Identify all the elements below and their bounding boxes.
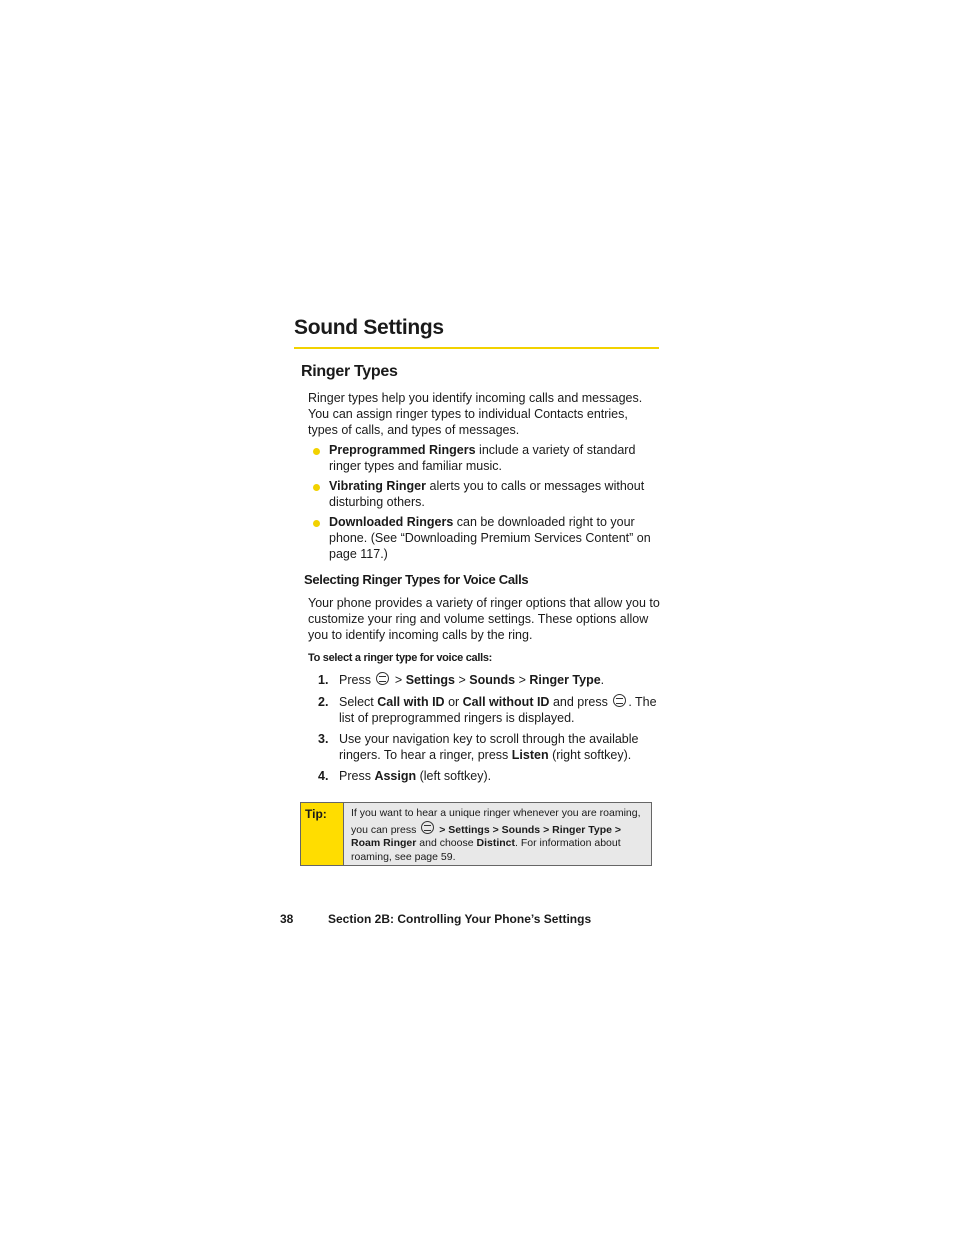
tip-text: If you want to hear a unique ringer whenever you are roaming, you can press > Settings > Sounds > Ringer Type > Roam Ringer and choose Distinct. For information about roaming, see page 59. [351, 807, 641, 863]
bullet-icon [313, 448, 320, 455]
page-number: 38 [280, 912, 294, 926]
step-text: Press > Settings > Sounds > Ringer Type. [339, 673, 605, 687]
footer-section: Section 2B: Controlling Your Phone’s Settings [328, 912, 592, 926]
menu-ok-icon [613, 694, 626, 707]
bullet-text: alerts you to calls or messages without disturbing others. [329, 479, 645, 509]
menu-ok-icon [376, 672, 389, 685]
tip-box [300, 802, 652, 866]
bullet-text: can be downloaded right to your phone. (See “Downloading Premium Services Content” on page 117.) [329, 515, 651, 561]
step-number: 4. [318, 769, 329, 783]
bullet-item [329, 442, 661, 474]
bullet-term: Preprogrammed Ringers [329, 443, 476, 457]
intro-paragraph: Ringer types help you identify incoming calls and messages. You can assign ringer types to individual Contacts entries, types of calls, and types of messages. [308, 391, 643, 437]
bullet-icon [313, 520, 320, 527]
bullet-term: Downloaded Ringers [329, 515, 454, 529]
step-text: Use your navigation key to scroll through the available ringers. To hear a ringer, press Listen (right softkey). [339, 732, 639, 762]
bullet-icon [313, 484, 320, 491]
tip-label: Tip: [301, 803, 344, 865]
step-number: 2. [318, 695, 329, 709]
subsection-heading: Selecting Ringer Types for Voice Calls [304, 572, 529, 587]
subsection-intro: Your phone provides a variety of ringer options that allow you to customize your ring and volume settings. These options allow you to identify incoming calls by the ring. [308, 596, 660, 642]
bullet-item [329, 514, 661, 562]
bullet-text: include a variety of standard ringer types and familiar music. [329, 443, 636, 473]
procedure-heading: To select a ringer type for voice calls: [308, 652, 493, 664]
section-heading: Ringer Types [301, 363, 398, 380]
step-number: 3. [318, 732, 329, 746]
step-number: 1. [318, 673, 329, 687]
menu-ok-icon [421, 821, 434, 834]
step-text: Select Call with ID or Call without ID and press . The list of preprogrammed ringers is displayed. [339, 695, 657, 725]
page-title: Sound Settings [294, 315, 659, 349]
bullet-item [329, 478, 661, 510]
step-text: Press Assign (left softkey). [339, 769, 492, 783]
bullet-term: Vibrating Ringer [329, 479, 427, 493]
